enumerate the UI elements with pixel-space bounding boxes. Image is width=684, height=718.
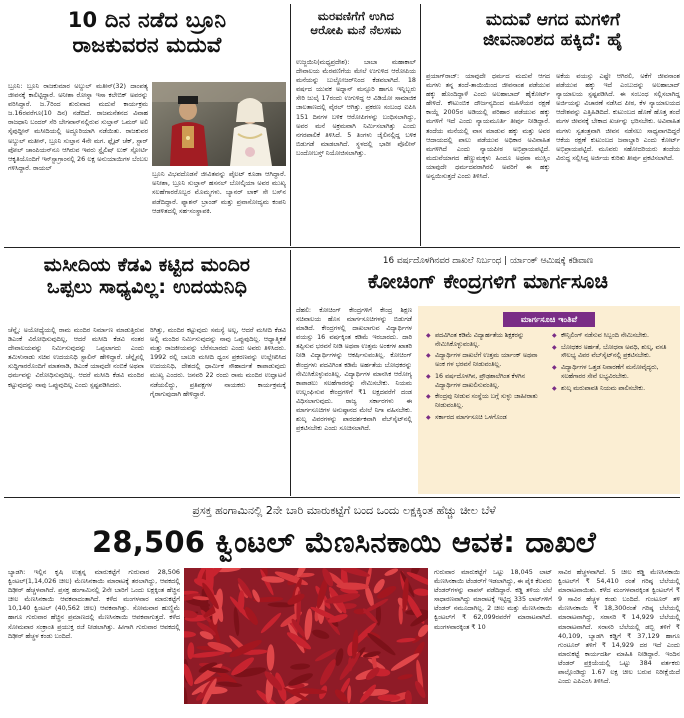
mosque-headline xyxy=(8,254,286,318)
guideline-item: ◆ ಕೌನ್ಸಿಲಿಂಗ್ ನಡೆಸುವ ಸಿಬ್ಬಂದಿ ನೇಮಿಸಬೇಕು. xyxy=(552,332,672,341)
court-body-col1: ಪ್ರಯಾಗ್‌ರಾಜ್: ಯಾವುದೇ ಧರ್ಮದ ಮದುವೆ ಆಗದ ಮಗಳು ತನ್ನ ತಂದೆ-ತಾಯಿಯಿಂದ ಜೀವನಾಂಶ ಪಡೆಯುವ ಹಕ್ಕು ಹೊಂದಿದ್ದಾಳೆ ಎಂದು ಅಲಹಾಬಾದ್ ಹೈಕೋರ್ಟ್ ಹೇಳಿದೆ. ಕೌಟುಂಬಿಕ ದೌರ್ಜನ್ಯದಿಂದ ಮಹಿಳೆಯರ ರಕ್ಷಣೆ ಕಾಯ್ದೆ 2005ರ ಅಡಿಯಲ್ಲಿ ಪರಿಹಾರ ಪಡೆಯುವ ಹಕ್ಕು ಮಗಳಿಗೆ ಇದೆ ಎಂದು ನ್ಯಾಯಮೂರ್ತಿ ತೀರ್ಪು ನೀಡಿದ್ದಾರೆ. ತಂದೆಯ ಮನೆಯಲ್ಲಿ ವಾಸ ಮಾಡುವ ಹಕ್ಕು ಮತ್ತು ಅವರ ಆದಾಯದಲ್ಲಿ ಪಾಲು ಪಡೆಯುವ ಅಧಿಕಾರ ಅವಿವಾಹಿತ ಮಗಳಿಗಿದೆ ಎಂದು ನ್ಯಾಯಪೀಠ ಅಭಿಪ್ರಾಯಪಟ್ಟಿದೆ. ಮದುವೆಯಾಗದ ಹೆಣ್ಣುಮಕ್ಕಳು ಹಿಂದೂ ಅಥವಾ ಮುಸ್ಲಿಂ ಯಾವುದೇ ಧರ್ಮದವರಾಗಿರಲಿ ಅವರಿಗೆ ಈ ಹಕ್ಕು ಅನ್ವಯಿಸುತ್ತದೆ ಎಂದು ತಿಳಿಸಿದೆ. xyxy=(426,72,550,181)
guideline-item: ◆ ಶುಲ್ಕ ಮರುಪಾವತಿ ನಿಯಮ ಪಾಲಿಸಬೇಕು. xyxy=(552,385,672,394)
guideline-item: ◆ ವಿದ್ಯಾರ್ಥಿಗಳ ದಾಖಲೆಗೆ ಉತ್ತಮ ರ್ಯಾಂಕ್ ಅಥವಾ ಅಂಕ ಗಳ ಭರವಸೆ ನೀಡುವಂತಿಲ್ಲ. xyxy=(426,352,546,369)
column-divider xyxy=(290,250,291,496)
wedding-headline-line2: ರಾಜಕುವರನ ಮದುವೆ xyxy=(72,32,222,57)
guidelines-box-title: ಮಾರ್ಗಸೂಚಿ ಇಂತಿವೆ xyxy=(503,312,595,327)
guidelines-col2 xyxy=(552,332,672,396)
guideline-item: ◆ ಸರ್ಕಾರದ ಮಾರ್ಗಸೂಚಿ ಒಳಗೊಂಡ xyxy=(426,414,546,423)
mosque-body-col1: ಚೆನ್ನೈ: ಅಯೋಧ್ಯೆಯಲ್ಲಿ ರಾಮ ಮಂದಿರ ನಿರ್ಮಾಣ ಮಾಡುತ್ತಿರುವ ಡಿಎಂಕೆ ವಿರೋಧಿಸುವುದಿಲ್ಲ, ಆದರೆ ಮಸೀದಿ ಕೆಡವಿ ನಂತರ ದೇವಾಲಯವನ್ನು ನಿರ್ಮಿಸುವುದನ್ನು ಒಪ್ಪಲಾಗದು ಎಂದು ತಮಿಳುನಾಡು ಸಚಿವ ಉದಯನಿಧಿ ಸ್ಟಾಲಿನ್ ಹೇಳಿದ್ದಾರೆ. ಚೆನ್ನೈನಲ್ಲಿ ಸುದ್ದಿಗಾರರೊಂದಿಗೆ ಮಾತನಾಡಿ, ಡಿಎಂಕೆ ಯಾವುದೇ ನಂಬಿಕೆ ಅಥವಾ ಧರ್ಮವನ್ನು ವಿರೋಧಿಸುವುದಿಲ್ಲ. ಆದರೆ ಮಸೀದಿ ಕೆಡವಿ ಮಂದಿರ ಕಟ್ಟುವುದನ್ನು ನಾವು ಒಪ್ಪುವುದಿಲ್ಲ ಎಂದು ಸ್ಪಷ್ಟಪಡಿಸಿದರು. xyxy=(8,326,144,389)
wedding-headline xyxy=(8,8,286,70)
chilli-photo-illustration xyxy=(184,568,428,704)
coaching-headline: ಕೋಚಿಂಗ್ ಕೇಂದ್ರಗಳಿಗೆ ಮಾರ್ಗಸೂಚಿ xyxy=(367,270,609,293)
wedding-headline-line1: 10 ದಿನ ನಡೆದ ಬ್ರೂನಿ xyxy=(67,8,227,32)
chilli-kicker: ಪ್ರಸಕ್ತ ಹಂಗಾಮಿನಲ್ಲಿ 2ನೇ ಬಾರಿ ಮಾರುಕಟ್ಟೆಗೆ ಬಂದ ಒಂದು ಲಕ್ಷಕ್ಕಿಂತ ಹೆಚ್ಚು ಚೀಲ ಬೆಳೆ xyxy=(192,504,496,517)
mosque-headline-line1: ಮಸೀದಿಯ ಕೆಡವಿ ಕಟ್ಟಿದ ಮಂದಿರ xyxy=(43,254,251,276)
court-body-col2: ಅಕೆಯ ವಯಸ್ಸು ಎಷ್ಟೇ ಆಗಿರಲಿ, ಅಕೆಗೆ ಜೀವನಾಂಶ ಪಡೆಯುವ ಹಕ್ಕು ಇದೆ ಎಂಬುದನ್ನು ಅಲಹಾಬಾದ್ ನ್ಯಾಯಾಲಯ ಸ್ಪಷ್ಟಪಡಿಸಿದೆ. ಈ ಸಂಬಂಧ ಸಲ್ಲಿಸಲಾಗಿದ್ದ ಅರ್ಜಿಯನ್ನು ವಿಚಾರಣೆ ನಡೆಸಿದ ಪೀಠ, ಕೆಳ ನ್ಯಾಯಾಲಯದ ಆದೇಶವನ್ನು ಎತ್ತಿಹಿಡಿದಿದೆ. ಕುಟುಂಬದ ಹೊಣೆ ಹೊತ್ತ ತಂದೆ ಮಗಳ ಜೀವನಕ್ಕೆ ಬೇಕಾದ ಖರ್ಚನ್ನು ಭರಿಸಬೇಕು. ಅವಿವಾಹಿತ ಮಗಳು ಸ್ವತಂತ್ರವಾಗಿ ಜೀವನ ನಡೆಸಲು ಸಾಧ್ಯವಾಗದಿದ್ದರೆ ಆಕೆಯ ರಕ್ಷಣೆ ಕುಟುಂಬದ ಜವಾಬ್ದಾರಿ ಎಂದು ಕೋರ್ಟ್ ಅಭಿಪ್ರಾಯಪಟ್ಟಿದೆ. ಮೂವರು ಸಹೋದರಿಯರು ತಂದೆಯ ವಿರುದ್ಧ ಸಲ್ಲಿಸಿದ್ದ ಅರ್ಜಿಯ ಕುರಿತು ತೀರ್ಪು ಪ್ರಕಟಿಸಲಾಗಿದೆ. xyxy=(556,72,680,162)
ujjain-headline xyxy=(296,10,416,50)
chilli-photo xyxy=(184,568,428,704)
wedding-photo-illustration xyxy=(152,82,286,166)
coaching-kicker: 16 ವರ್ಷದೊಳಗಿನವರ ದಾಖಲೆ ನಿರ್ಬಂಧ | ರ್ಯಾಂಕ್ ಆಮಿಷಕ್ಕೆ ಕಡಿವಾಣ xyxy=(382,256,594,266)
chilli-shape xyxy=(378,694,401,701)
ujjain-body: ಉಜ್ಜಯಿನಿ(ಮಧ್ಯಪ್ರದೇಶ): ಬಾಬಾ ಮಹಾಕಾಲ್ ದೇವಾಲಯ ಮೆರವಣಿಗೆಯ ಮೇಲೆ ಉಗುಳಿದ ಆರೋಪಿಯ ಮನೆಯನ್ನು ಬುಲ್ಡೋಜರ್‌ನಿಂದ ಕೆಡವಲಾಗಿದೆ. 18 ವರ್ಷದ ಯುವಕ ಅದ್ನಾನ್ ಮನ್ಸೂರಿ ಹಾಗೂ ಇನ್ನಿಬ್ಬರು ಸೇರಿ ಜುಲೈ 17ರಂದು ಉಗುಳಿದ್ದ ಆ ವಿಡಿಯೋ ಸಾಮಾಜಿಕ ಜಾಲತಾಣದಲ್ಲಿ ವೈರಲ್ ಆಗಿತ್ತು. ಪ್ರಕರಣ ಸಂಬಂಧ ಐಪಿಸಿ 151 ದಿನಗಳ ಬಳಿಕ ಆರೋಪಿಗಳನ್ನು ಬಂಧಿಸಲಾಗಿದ್ದು, ಅವರ ಮನೆ ಅಕ್ರಮವಾಗಿ ನಿರ್ಮಿಸಲಾಗಿತ್ತು ಎಂದು ನಗರಪಾಲಿಕೆ ತಿಳಿಸಿದೆ. 5 ತಿಂಗಳು ಜೈಲಿನಲ್ಲಿದ್ದ ಬಳಿಕ ಬಿಡುಗಡೆ ಮಾಡಲಾಗಿದೆ. ಸ್ಥಳದಲ್ಲಿ ಭಾರೀ ಪೊಲೀಸ್ ಬಂದೋಬಸ್ತ್ ನಿಯೋಜಿಸಲಾಗಿತ್ತು. xyxy=(296,58,416,157)
guideline-item: ◆ ಪದವಿಗಿಂತ ಕಡಿಮೆ ವಿದ್ಯಾರ್ಹತೆಯ ಶಿಕ್ಷಕರನ್ನು ನೇಮಿಸಿಕೊಳ್ಳುವಂತಿಲ್ಲ. xyxy=(426,332,546,349)
court-headline xyxy=(426,10,680,62)
column-divider xyxy=(420,4,421,246)
guideline-item: ◆ 16 ವರ್ಷದೊಳಗಿನ, ಪ್ರೌಢಶಾಲೆಗಿಂತ ಕೆಳಗಿನ ವಿದ್ಯಾರ್ಥಿಗಳ ದಾಖಲಿಸುವಂತಿಲ್ಲ. xyxy=(426,373,546,390)
section-divider xyxy=(4,497,680,498)
section-divider xyxy=(4,247,680,248)
wedding-body: ಬ್ರೂನಿ: ಬ್ರೂನಿ ರಾಜಕುಮಾರ ಅಬ್ದುಲ್ ಮತೀನ್(32) ದಾಂಪತ್ಯ ಜೀವನಕ್ಕೆ ಕಾಲಿಟ್ಟಿದ್ದಾರೆ. ಅನೀಶಾ ರೋಸ್ನಾ ಇಸಾ ಕಲೇಬಿಕ್ ಅವರನ್ನು ವರಿಸಿದ್ದಾರೆ. ಜ.7ರಿಂದ ಶುರುವಾದ ಮದುವೆ ಕಾರ್ಯಕ್ರಮ ಜ.16ರವರೆಗೂ(10 ದಿನ) ನಡೆದಿದೆ. ರಾಜಮನೆತನದ ವಿವಾಹ ರಾಜಧಾನಿ ಬಂದರ್ ಸೆರಿ ಬೇಗವಾನ್‌ನಲ್ಲಿರುವ ಸುಲ್ತಾನ್ ಒಮರ್ ಅಲಿ ಸೈಪುದ್ದೀನ್ ಮಸೀದಿಯಲ್ಲಿ ಅದ್ದೂರಿಯಾಗಿ ನಡೆಯಿತು. ರಾಜಕುವರ ಅಬ್ದುಲ್ ಮತೀನ್, ಬ್ರೂನಿ ಸುಲ್ತಾನ 4ನೇ ಮಗ. ಫ್ಲೈಟ್ ಚೆಕ್, ಸ್ಟಾರ್ ಪೋಲ್ ಚಾಂಪಿಯನ್‌ನೂ ಆಗಿರುವ ಇವರು ಸ್ಟೈಲಿಷ್ ಲುಕ್ ಸ್ಪೋರ್ಟಿ ಆಕೃತಿಯೊಂದಿಗೆ ಇನ್‌ಸ್ಟಾಗ್ರಾಂನಲ್ಲಿ 26 ಲಕ್ಷ ಅನುಯಾಯಿಗಳ ಬೆಂಬಲ ಗಳಿಸಿದ್ದಾರೆ. ರಾಯಲ್ xyxy=(8,82,148,172)
chilli-body-col3: ಸಾವಿರ ಹೆಚ್ಚಳವಾಗಿದೆ. 5 ಚೀಲ ಕಡ್ಡಿ ಮೆಣಸಿನಕಾಯಿ ಕ್ವಿಂಟಲ್‌ಗೆ ₹ 54,410 ರಂತೆ ಗರಿಷ್ಠ ಬೆಲೆಯಲ್ಲಿ ಮಾರಾಟವಾಯಿತು. ಕಳೆದ ಮಂಗಳವಾರಕ್ಕಿಂತ ಕ್ವಿಂಟಲ್‌ಗೆ ₹ 9 ಸಾವಿರ ಹೆಚ್ಚಳ ಕಂಡು ಬಂದಿದೆ. ಗುಂಟೂರ್ ತಳಿ ಮೆಣಸಿನಕಾಯಿ ₹ 18,300ರಂತೆ ಗರಿಷ್ಠ ಬೆಲೆಯಲ್ಲಿ ಮಾರಾಟವಾಗಿದ್ದು, ಸರಾಸರಿ ₹ 14,929 ಬೆಲೆಯಲ್ಲಿ ಮಾರಾಟವಾಗಿದೆ. ಸರಾಸರಿ ಬೆಲೆಯಲ್ಲಿ ಡಬ್ಬಿ ತಳಿಗೆ ₹ 40,109, ಬ್ಯಾಡಗಿ ಕಡ್ಡಿಗೆ ₹ 37,129 ಹಾಗೂ ಗುಂಟೂರ್ ತಳಿಗೆ ₹ 14,929 ದರ ಇದೆ ಎಂದು ಮಾರುಕಟ್ಟೆ ಕಾರ್ಯದರ್ಶಿ ಮಾಹಿತಿ ನೀಡಿದ್ದಾರೆ. ಇಂದಿನ ಟೆಂಡರ್ ಪ್ರಕ್ರಿಯೆಯಲ್ಲಿ ಒಟ್ಟು 384 ವರ್ತಕರು ಪಾಲ್ಗೊಂಡಿದ್ದು 1.67 ಲಕ್ಷ ಚೀಲ ಬರುವ ನಿರೀಕ್ಷೆಯಿದೆ ಎಂದು ಎಪಿಎಂಸಿ ತಿಳಿಸಿದೆ. xyxy=(558,568,680,686)
chilli-body-col1: ಬ್ಯಾಡಗಿ: ಇಲ್ಲಿನ ಕೃಷಿ ಉತ್ಪನ್ನ ಮಾರುಕಟ್ಟೆಗೆ ಗುರುವಾರ 28,506 ಕ್ವಿಂಟಲ್(1,14,026 ಚೀಲ) ಮೆಣಸಿನಕಾಯಿ ಮಾರಾಟಕ್ಕೆ ತರಲಾಗಿದ್ದು, ಆವಕದಲ್ಲಿ ದಿಢೀರ್ ಹೆಚ್ಚಳವಾಗಿದೆ. ಪ್ರಸಕ್ತ ಹಂಗಾಮಿನಲ್ಲಿ 2ನೇ ಬಾರಿಗೆ ಒಂದು ಲಕ್ಷಕ್ಕಿಂತ ಹೆಚ್ಚಿನ ಚೀಲ ಮೆಣಸಿನಕಾಯಿ ಆವಕವಾದಂತಾಗಿದೆ. ಕಳೆದ ಮಂಗಳವಾರ ಮಾರುಕಟ್ಟೆಗೆ 10,140 ಕ್ವಿಂಟಲ್ (40,562 ಚೀಲ) ಆವಕವಾಗಿತ್ತು. ಸೋಮವಾರ ಹುಣ್ಣಿಮೆ ಹಾಗೂ ಗುರುವಾರ ಹೆಚ್ಚಿನ ಪ್ರಮಾಣದಲ್ಲಿ ಮೆಣಸಿನಕಾಯಿ ಆವಕವಾಗುತ್ತದೆ. ಕಳೆದ ಸೋಮವಾರ ಸಂಕ್ರಾಂತಿ ಪ್ರಯುಕ್ತ ರಜೆ ನೀಡಲಾಗಿತ್ತು. ಹೀಗಾಗಿ ಗುರುವಾರ ಆವಕದಲ್ಲಿ ದಿಢೀರ್ ಹೆಚ್ಚಳ ಕಂಡು ಬಂದಿದೆ. xyxy=(8,568,180,640)
chilli-headline: 28,506 ಕ್ವಿಂಟಲ್ ಮೆಣಸಿನಕಾಯಿ ಆವಕ: ದಾಖಲೆ xyxy=(92,525,596,559)
mosque-headline-line2: ಒಪ್ಪಲು ಸಾಧ್ಯವಿಲ್ಲ: ಉದಯನಿಧಿ xyxy=(46,276,248,299)
court-headline-line2: ಜೀವನಾಂಶದ ಹಕ್ಕಿದೆ: ಹೈ xyxy=(483,30,623,51)
chilli-body-col2: ಗುರುವಾರ ಮಾರುಕಟ್ಟೆಗೆ ಒಟ್ಟು 18,045 ಲಾಟ್ ಮೆಣಸಿನಕಾಯಿ ಟೆಂಡರ್‌ಗೆ ಇಡಲಾಗಿದ್ದು, ಈ ಪೈಕಿ ಕೆಲವರು ಟೆಂಡರ್‌ಗಳನ್ನು ವಾಪಸ್ ಪಡೆದಿದ್ದಾರೆ. ಕಡ್ಡಿ ತಳಿಯ ಬೆಲೆ ಸಾಧಾರಣವಾಗಿದ್ದು ಮಾರಾಟಕ್ಕೆ ಇಟ್ಟಿದ್ದ 335 ಲಾಟ್‌ಗಳಿಗೆ ಟೆಂಡರ್ ನಮೂದಾಗಿಲ್ಲ. 2 ಚೀಲ ಮತ್ತು ಮೆಣಸಿನಕಾಯಿ ಕ್ವಿಂಟಲ್‌ಗೆ ₹ 62,099ರವರೆಗೆ ಮಾರಾಟವಾಗಿದೆ. ಮಂಗಳವಾರಕ್ಕಿಂತ ₹ 10 xyxy=(434,568,552,631)
ujjain-headline-line1: ಮರವಣಿಗೆಗೆ ಉಗಿದ xyxy=(317,10,395,23)
ujjain-headline-line2: ಆರೋಪಿ ಮನೆ ನೆಲಸಮ xyxy=(310,22,402,37)
coaching-body: ದೆಹಲಿ: ಕೋಚಿಂಗ್ ಕೇಂದ್ರಗಳಿಗೆ ಕೇಂದ್ರ ಶಿಕ್ಷಣ ಸಚಿವಾಲಯ ಹೊಸ ಮಾರ್ಗಸೂಚಿಗಳನ್ನು ಬಿಡುಗಡೆ ಮಾಡಿದೆ. ಕೇಂದ್ರಗಳಲ್ಲಿ ದಾಖಲಾಗುವ ವಿದ್ಯಾರ್ಥಿಗಳ ವಯಸ್ಸು 16 ವರ್ಷಕ್ಕಿಂತ ಕಡಿಮೆ ಇರಬಾರದು. ದಾರಿ ತಪ್ಪಿಸುವ ಭರವಸೆ ನೀಡಿ ಅಥವಾ ಉತ್ತಮ ಅಂಕಗಳ ಖಾತರಿ ನೀಡಿ ವಿದ್ಯಾರ್ಥಿಗಳನ್ನು ಆಕರ್ಷಿಸುವಂತಿಲ್ಲ. ಕೋಚಿಂಗ್ ಕೇಂದ್ರಗಳು ಪದವಿಗಿಂತ ಕಡಿಮೆ ಅರ್ಹತೆಯ ಬೋಧಕರನ್ನು ನೇಮಿಸಿಕೊಳ್ಳುವಂತಿಲ್ಲ. ವಿದ್ಯಾರ್ಥಿಗಳ ಮಾನಸಿಕ ಆರೋಗ್ಯ ಕಾಪಾಡಲು ಸಲಹೆಗಾರರನ್ನು ನೇಮಿಸಬೇಕು. ನಿಯಮ ಉಲ್ಲಂಘಿಸುವ ಕೇಂದ್ರಗಳಿಗೆ ₹1 ಲಕ್ಷದವರೆಗೆ ದಂಡ ವಿಧಿಸಲಾಗುವುದು. ರಾಜ್ಯ ಸರ್ಕಾರಗಳು ಈ ಮಾರ್ಗಸೂಚಿಗಳ ಅನುಷ್ಠಾನದ ಮೇಲೆ ನಿಗಾ ವಹಿಸಬೇಕು. ಶುಲ್ಕ ವಿವರಗಳನ್ನು ಪಾರದರ್ಶಕವಾಗಿ ವೆಬ್‌ಸೈಟ್‌ನಲ್ಲಿ ಪ್ರಕಟಿಸಬೇಕು ಎಂದು ಸೂಚಿಸಲಾಗಿದೆ. xyxy=(296,306,412,433)
guideline-item: ◆ ಬೋಧಕರ ಅರ್ಹತೆ, ಬೋಧನಾ ಅವಧಿ, ಶುಲ್ಕ, ವಸತಿ ಸೌಲಭ್ಯ ವಿವರ ವೆಬ್‌ಸೈಟ್‌ನಲ್ಲಿ ಪ್ರಕಟಿಸಬೇಕು. xyxy=(552,344,672,361)
wedding-photo xyxy=(152,82,286,166)
guidelines-col1 xyxy=(426,332,546,425)
wedding-photo-caption: ಬ್ರೂನಿ ವಿಭವದೊಡನೆ ಜೀವಿತವನ್ನು ಪೈಲಟ್ ಕೂಡಾ ಆಗಿದ್ದಾರೆ. ಅನೀಶಾ, ಬ್ರೂನಿ ಸುಲ್ತಾನ್ ಹಸನಲ್ ಬೋಲ್ಕಿಯಾ ಅವರ ಮುಖ್ಯ ಸಲಹೆಗಾರರೊಬ್ಬರ ಮೊಮ್ಮಗಳು. ಬ್ಯಾನರ್ ಲಾಕ್ ಸೇ ಬಸ್‌ನ ಪಡೆದಿದ್ದಾರೆ. ಫ್ಯಾಶನ್ ಬ್ರಾಂಡ್ ಮತ್ತು ಪ್ರವಾಸೋದ್ಯಮ ಕಂಪನಿ ಆಡಳಿತದಲ್ಲಿ ಸಹ-ಸಂಸ್ಥಾಪಕಿ. xyxy=(152,170,286,215)
mosque-body-col2: ರಿಗಿತ್ತು, ಮಂದಿರ ಕಟ್ಟುವುದು ಸಮಸ್ಯೆ ಅಲ್ಲ, ಆದರೆ ಮಸೀದಿ ಕೆಡವಿ ಅಲ್ಲಿ ಮಂದಿರ ನಿರ್ಮಿಸುವುದನ್ನು ನಾವು ಒಪ್ಪುವುದಿಲ್ಲ. ಆಧ್ಯಾತ್ಮಿಕತೆ ಮತ್ತು ರಾಜಕೀಯವನ್ನು ಬೆರೆಸಬಾರದು ಎಂದು ಅವರು ತಿಳಿಸಿದರು. 1992 ರಲ್ಲಿ ಬಾಬರಿ ಮಸೀದಿ ಧ್ವಂಸ ಪ್ರಕರಣವನ್ನು ಉಲ್ಲೇಖಿಸಿದ ಉದಯನಿಧಿ, ದೇಶದಲ್ಲಿ ಧಾರ್ಮಿಕ ಸೌಹಾರ್ದತೆ ಕಾಪಾಡುವುದು ಮುಖ್ಯ ಎಂದರು. ಜನವರಿ 22 ರಂದು ರಾಮ ಮಂದಿರ ಉದ್ಘಾಟನೆ ನಡೆಯಲಿದ್ದು, ಪ್ರತಿಪಕ್ಷಗಳ ನಾಯಕರು ಕಾರ್ಯಕ್ರಮಕ್ಕೆ ಗೈರಾಗುವುದಾಗಿ ಹೇಳಿದ್ದಾರೆ. xyxy=(150,326,286,398)
guideline-item: ◆ ಕೇಂದ್ರವು ನೀಡುವ ಸಂಸ್ಥೆಯ ಬಗ್ಗೆ ಸುಳ್ಳು ಜಾಹೀರಾತು ನೀಡುವಂತಿಲ್ಲ. xyxy=(426,393,546,410)
page-bottom-margin xyxy=(0,708,684,718)
court-headline-line1: ಮದುವೆ ಆಗದ ಮಗಳಿಗೆ xyxy=(485,10,621,30)
column-divider xyxy=(290,4,291,246)
guidelines-box xyxy=(418,306,680,494)
guideline-item: ◆ ವಿದ್ಯಾರ್ಥಿಗಳ ಒತ್ತಡ ನಿವಾರಣೆಗೆ ಮನೋವೈದ್ಯರು, ಸಲಹೆಗಾರರ ಸೇವೆ ಲಭ್ಯವಿರಬೇಕು. xyxy=(552,364,672,381)
